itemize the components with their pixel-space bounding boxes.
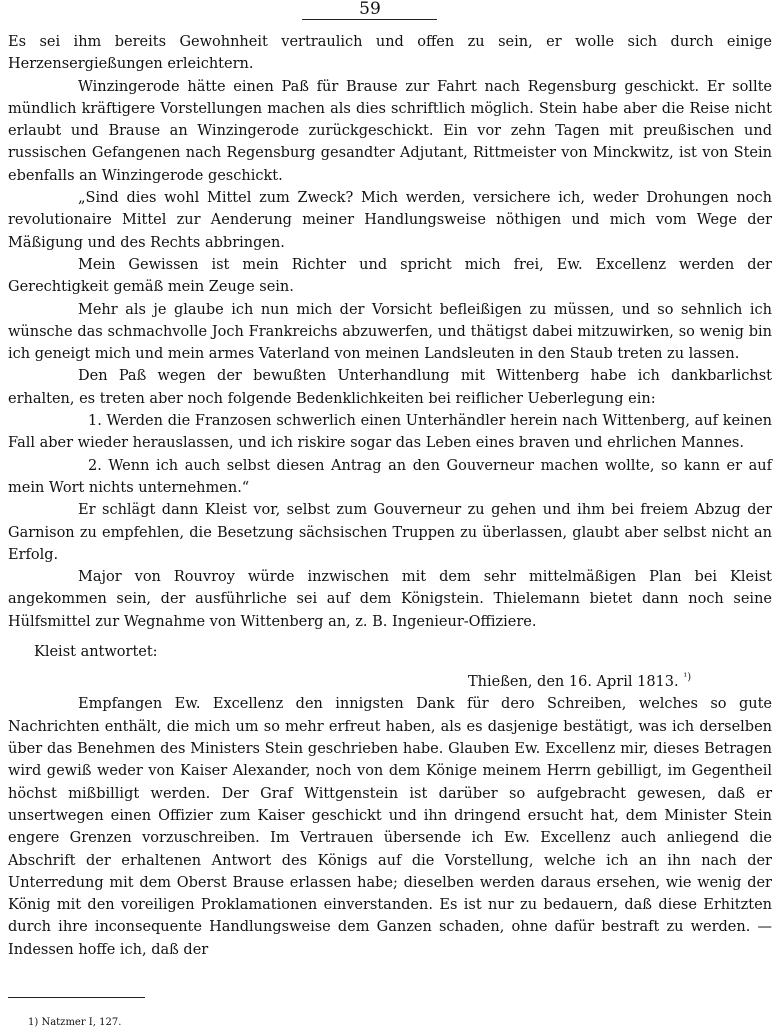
paragraph: Major von Rouvroy würde inzwischen mit dem sehr mittelmäßigen Plan bei Kleist angekommen sein, der ausführliche sei auf dem Königstein. Thielemann bietet dann noch seine Hülfsmittel zur Wegnahme von Wittenberg an, z. B. Ingenieur-Offiziere. [8, 569, 772, 630]
dateline-text: Thießen, den 16. April 1813. [468, 674, 679, 691]
paragraph: Winzingerode hätte einen Paß für Brause zur Fahrt nach Regensburg geschickt. Er sollte mündlich kräftigere Vorstellungen machen als dies schriftlich möglich. Stein habe aber die Reise nicht erlaubt und Brause an Winzingerode zurückgeschickt. Ein vor zehn Tagen mit preußischen und russischen Gefangenen nach Regensburg gesandter Adjutant, Rittmeister von Minckwitz, ist von Stein ebenfalls an Winzingerode geschickt. [8, 78, 772, 184]
letter-paragraph: Empfangen Ew. Excellenz den innigsten Dank für dero Schreiben, welches so gute Nachrichten enthält, die mich um so mehr erfreut haben, als es dasjenige bestätigt, was ich derselben über das Benehmen des Ministers Stein geschrieben habe. Glauben Ew. Excellenz mir, dieses Betragen wird gewiß weder von Kaiser Alexander, noch von dem Könige meinem Herrn gebilligt, im Gegentheil höchst mißbilligt werden. Der Graf Wittgenstein ist darüber so aufgebracht gewesen, daß er unsertwegen einen Offizier zum Kaiser geschickt und ihn dringend ersucht hat, dem Minister Stein engere Grenzen vorzuschreiben. Im Vertrauen übersende ich Ew. Excellenz auch anliegend die Abschrift der erhaltenen Antwort des Königs auf die Vorstellung, welche ich an ihn nach der Unterredung mit dem Oberst Brause erlassen habe; dieselben werden daraus ersehen, wie wenig der König mit den voreiligen Proklamationen einverstanden. Es ist nur zu bedauern, daß diese Erhitzten durch ihre inconsequente Handlungsweise dem Ganzen schaden, ohne dafür bestraft zu werden. — Indessen hoffe ich, daß der [8, 696, 772, 958]
header-rule [302, 19, 437, 20]
dateline [8, 667, 772, 693]
paragraph: Es sei ihm bereits Gewohnheit vertraulich und offen zu sein, er wolle sich durch einige Herzensergießungen erleichtern. [8, 34, 772, 73]
footnote: 1) Natzmer I, 127. [28, 1017, 122, 1028]
numbered-point: 1. Werden die Franzosen schwerlich einen Unterhändler herein nach Wittenberg, auf keinen Fall aber wieder herauslassen, und ich riskire sogar das Leben eines braven und ehrlichen Mannes. [8, 413, 772, 452]
page-number: 59 [359, 0, 381, 19]
footnote-rule [8, 997, 145, 998]
salutation: Kleist antwortet: [34, 644, 158, 661]
paragraph: Er schlägt dann Kleist vor, selbst zum Gouverneur zu gehen und ihm bei freiem Abzug der Garnison zu empfehlen, die Besetzung sächsischen Truppen zu überlassen, glaubt aber selbst nicht an Erfolg. [8, 502, 772, 563]
paragraph: Den Paß wegen der bewußten Unterhandlung mit Wittenberg habe ich dankbarlichst erhalten, es treten aber noch folgende Bedenklichkeiten bei reiflicher Ueberlegung ein: [8, 368, 772, 407]
paragraph: Mehr als je glaube ich nun mich der Vorsicht befleißigen zu müssen, und so sehnlich ich wünsche das schmachvolle Joch Frankreichs abzuwerfen, und thätigst dabei mitzuwirken, so wenig bin ich geneigt mich und mein armes Vaterland von meinen Landsleuten in den Staub treten zu lassen. [8, 301, 772, 363]
paragraph: „Sind dies wohl Mittel zum Zweck? Mich werden, versichere ich, weder Drohungen noch revolutionaire Mittel zur Aenderung meiner Handlungsweise nöthigen und mich vom Wege der Mäßigung und des Rechts abbringen. [8, 190, 772, 251]
numbered-point: 2. Wenn ich auch selbst diesen Antrag an den Gouverneur machen wollte, so kann er auf mein Wort nichts unternehmen.“ [8, 457, 772, 496]
body-text [8, 31, 772, 961]
paragraph: Mein Gewissen ist mein Richter und spricht mich frei, Ew. Excellenz werden der Gerechtigkeit gemäß mein Zeuge sein. [8, 256, 772, 296]
footnote-mark: ¹) [683, 672, 692, 684]
